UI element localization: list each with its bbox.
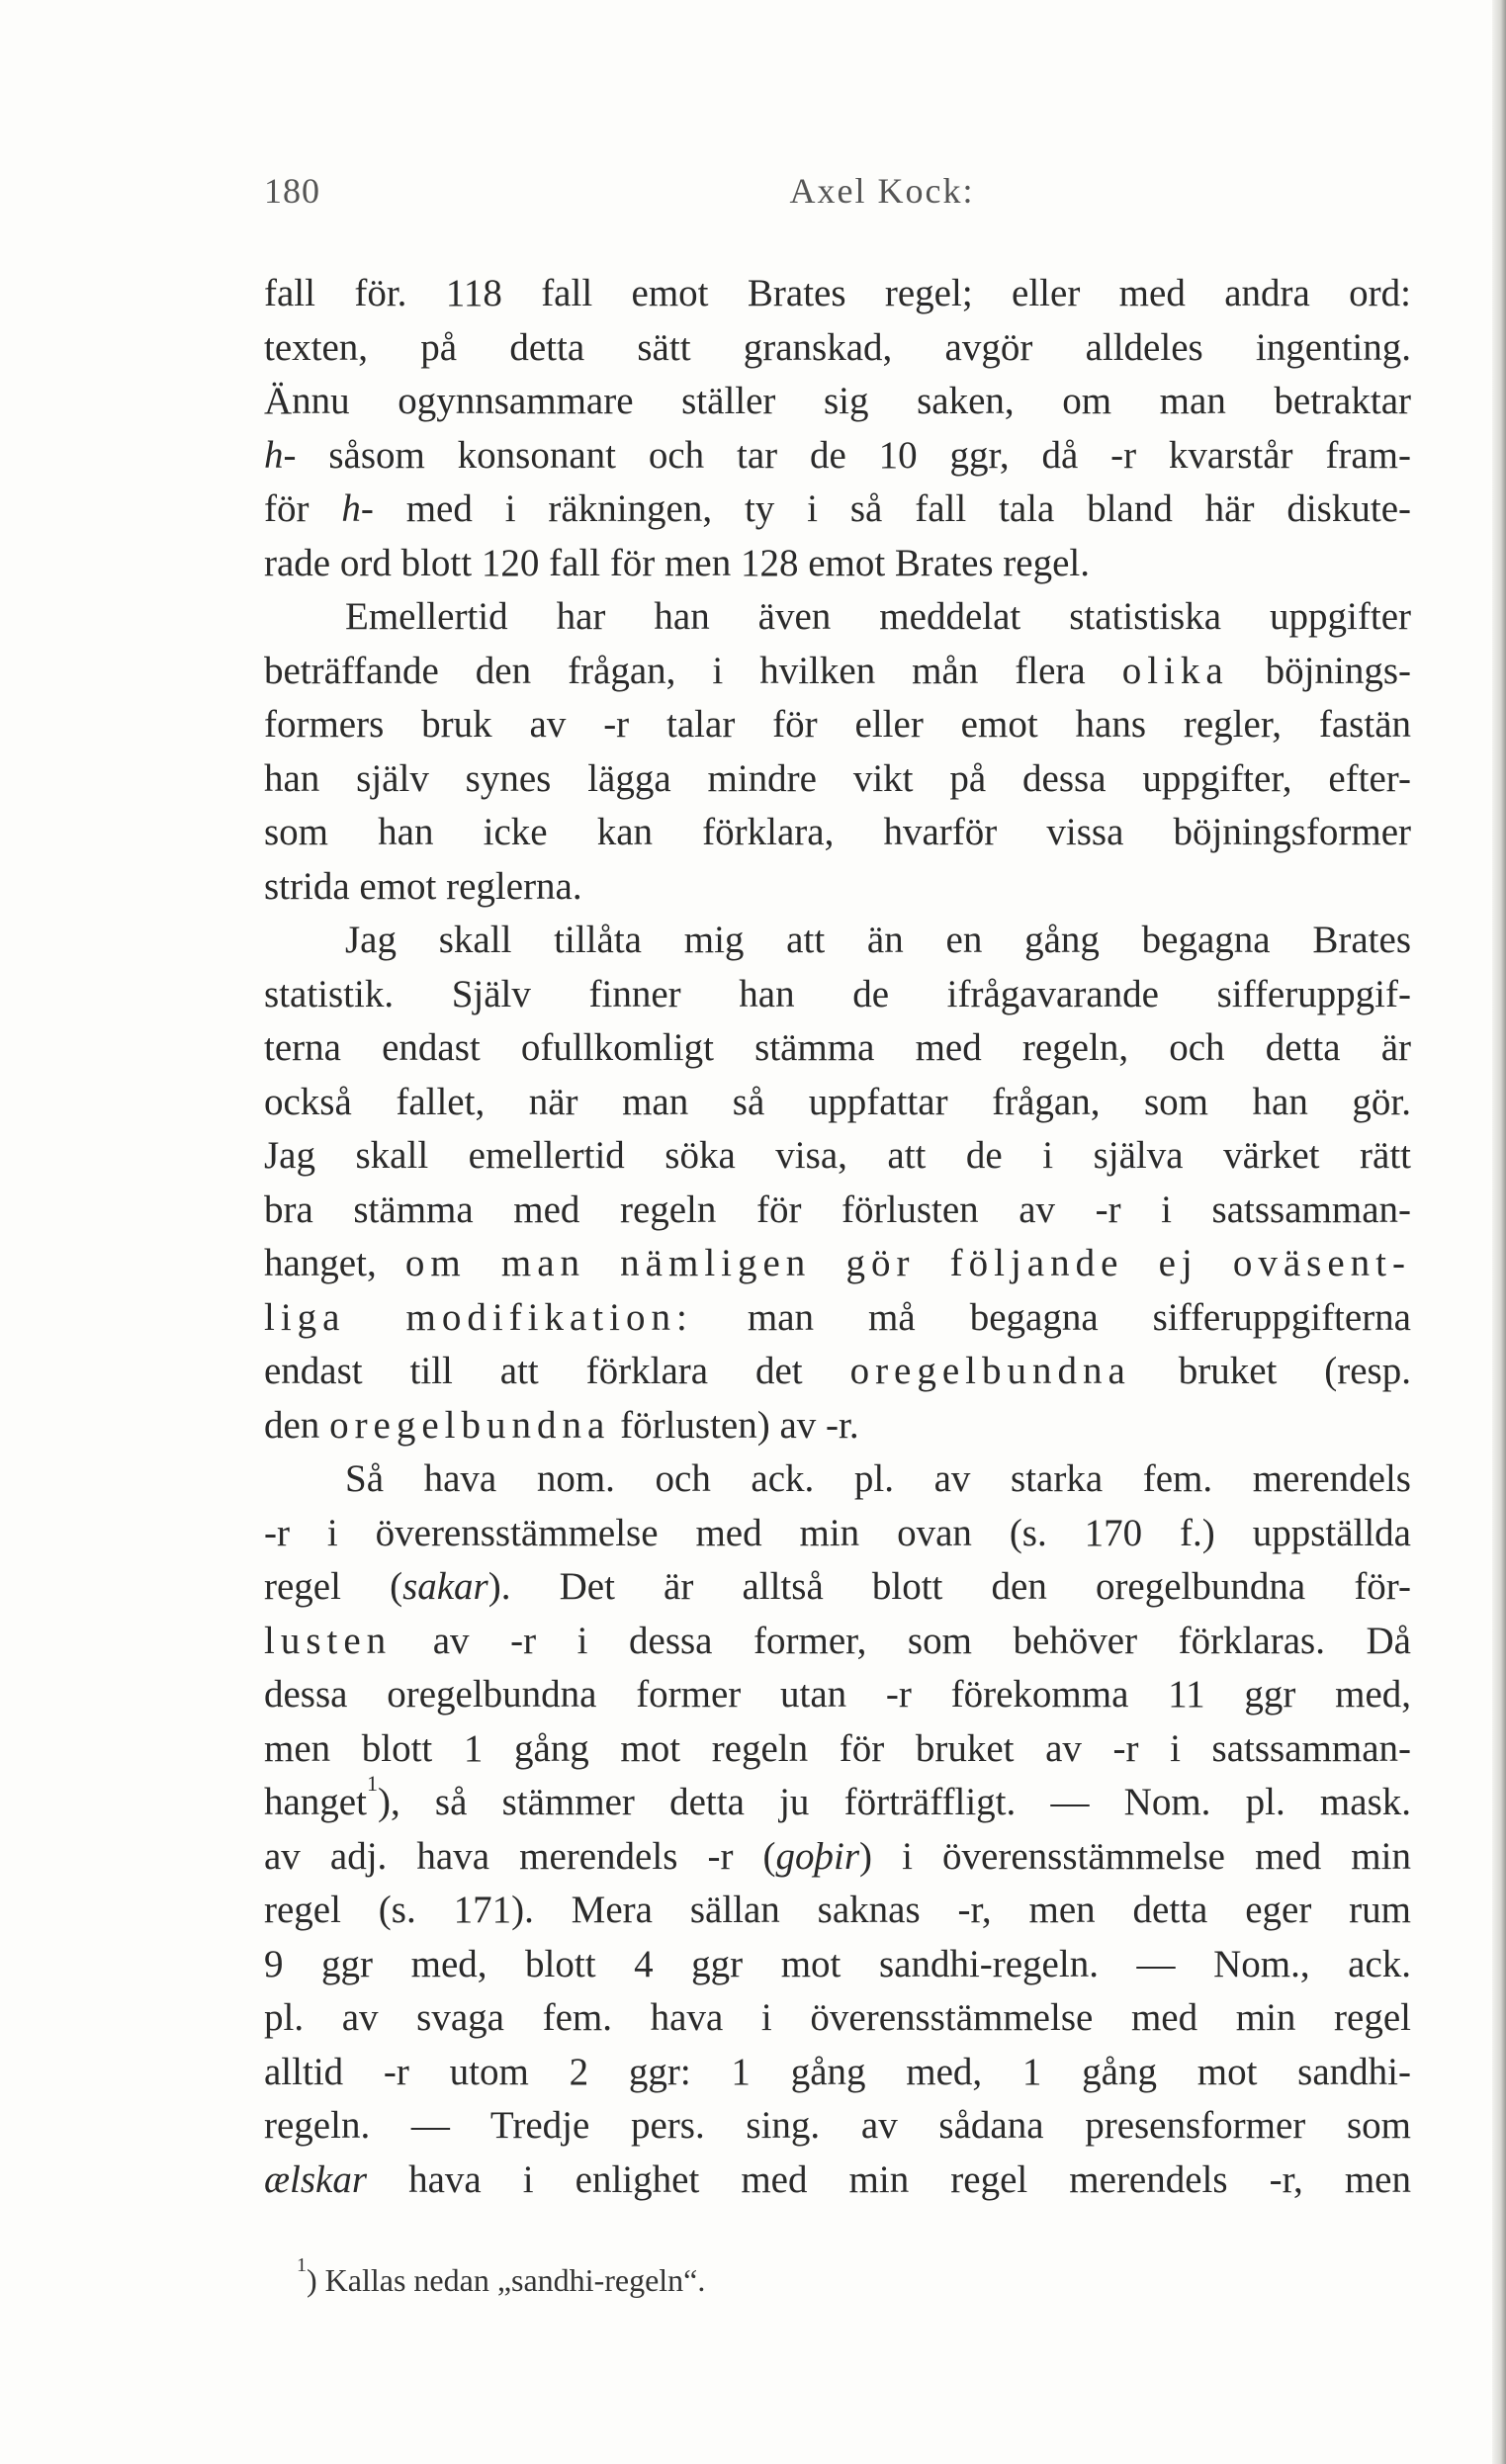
text-line: terna endast ofullkomligt stämma med regeln, och detta är [264, 1026, 1411, 1069]
italic-word: sakar [402, 1565, 488, 1608]
text-line: rade ord blott 120 fall för men 128 emot Brates regel. [264, 541, 1090, 584]
text-line: Så hava nom. och ack. pl. av starka fem. merendels [345, 1457, 1411, 1500]
text-line: statistik. Själv finner han de ifrågavarande sifferuppgif- [264, 972, 1411, 1015]
spaced-emphasis: oregelbundna [849, 1350, 1131, 1392]
text-line: texten, på detta sätt granskad, avgör alldeles ingenting. [264, 325, 1411, 369]
text-line: Emellertid har han även meddelat statistiska uppgifter [345, 595, 1411, 638]
text-line: fall för. 118 fall emot Brates regel; eller med andra ord: [264, 272, 1411, 314]
text-line: endast till att förklara det oregelbundna bruket (resp. [264, 1350, 1411, 1392]
body-text [264, 267, 1411, 2207]
italic-word: ælskar [264, 2157, 368, 2201]
italic-word: h- [341, 487, 374, 530]
text-line: Ännu ogynnsammare ställer sig saken, om man betraktar [264, 380, 1411, 422]
text-line: hanget, om man nämligen gör följande ej oväsent- [264, 1242, 1411, 1284]
text-line: Jag skall emellertid söka visa, att de i själva värket rätt [264, 1134, 1411, 1177]
footnote-marker: 1 [297, 2254, 307, 2277]
text-line: -r i överensstämmelse med min ovan (s. 170 f.) uppställda [264, 1511, 1411, 1554]
text-line: av adj. hava merendels -r (goþir) i överensstämmelse med min [264, 1834, 1411, 1878]
spaced-emphasis: olika [1121, 649, 1229, 692]
text-line: lusten av -r i dessa former, som behöver förklaras. Då [264, 1619, 1411, 1662]
text-line: formers bruk av -r talar för eller emot hans regler, fastän [264, 703, 1411, 746]
text-line: den oregelbundna förlusten) av -r. [264, 1403, 859, 1447]
text-line: också fallet, när man så uppfattar frågan, som han gör. [264, 1080, 1411, 1123]
text-line: ælskar hava i enlighet med min regel merendels -r, men [264, 2157, 1411, 2201]
text-line: som han icke kan förklara, hvarför vissa böjningsformer [264, 811, 1411, 853]
italic-word: goþir [775, 1834, 860, 1878]
footnote-text: ) Kallas nedan „sandhi-regeln“. [307, 2262, 706, 2298]
text-line: hanget$^1$), så stämmer detta ju förträffligt. — Nom. pl. mask. [264, 1771, 1411, 1823]
spaced-emphasis: om man nämligen gör följande ej oväsent- [404, 1242, 1411, 1284]
text-line: alltid -r utom 2 ggr: 1 gång med, 1 gång mot sandhi- [264, 2050, 1411, 2093]
spaced-emphasis: oregelbundna [329, 1403, 611, 1447]
text-line: liga modifikation: man må begagna sifferuppgifterna [264, 1295, 1411, 1339]
page-edge-shadow [1492, 0, 1506, 2464]
page-number: 180 [264, 171, 320, 211]
running-head: Axel Kock: [789, 171, 975, 211]
text-line: men blott 1 gång mot regeln för bruket av -r i satssamman- [264, 1726, 1411, 1770]
text-line: strida emot reglerna. [264, 864, 582, 908]
text-line: dessa oregelbundna former utan -r förekomma 11 ggr med, [264, 1673, 1411, 1716]
text-line: för h- med i räkningen, ty i så fall tala bland här diskute- [264, 487, 1411, 530]
text-line: han själv synes lägga mindre vikt på dessa uppgifter, efter- [264, 756, 1411, 800]
spaced-emphasis: liga modifikation: [264, 1295, 693, 1339]
text-line: h- såsom konsonant och tar de 10 ggr, då -r kvarstår fram- [264, 433, 1411, 477]
text-line: pl. av svaga fem. hava i överensstämmelse med min regel [264, 1996, 1411, 2039]
text-line: Jag skall tillåta mig att än en gång begagna Brates [345, 919, 1411, 961]
text-line: regel (sakar). Det är alltså blott den oregelbundna för- [264, 1565, 1411, 1608]
text-line: regeln. — Tredje pers. sing. av sådana presensformer som [264, 2104, 1411, 2147]
footnote [297, 2254, 1285, 2299]
text-line: 9 ggr med, blott 4 ggr mot sandhi-regeln. — Nom., ack. [264, 1942, 1411, 1985]
text-line: regel (s. 171). Mera sällan saknas -r, men detta eger rum [264, 1889, 1411, 1931]
footnote-reference: 1 [366, 1771, 378, 1796]
spaced-emphasis: lusten [264, 1619, 393, 1662]
text-line: beträffande den frågan, i hvilken mån flera olika böjnings- [264, 649, 1411, 692]
italic-word: h- [264, 433, 297, 477]
text-line: bra stämma med regeln för förlusten av -r i satssamman- [264, 1188, 1411, 1231]
page-header [264, 170, 1411, 220]
